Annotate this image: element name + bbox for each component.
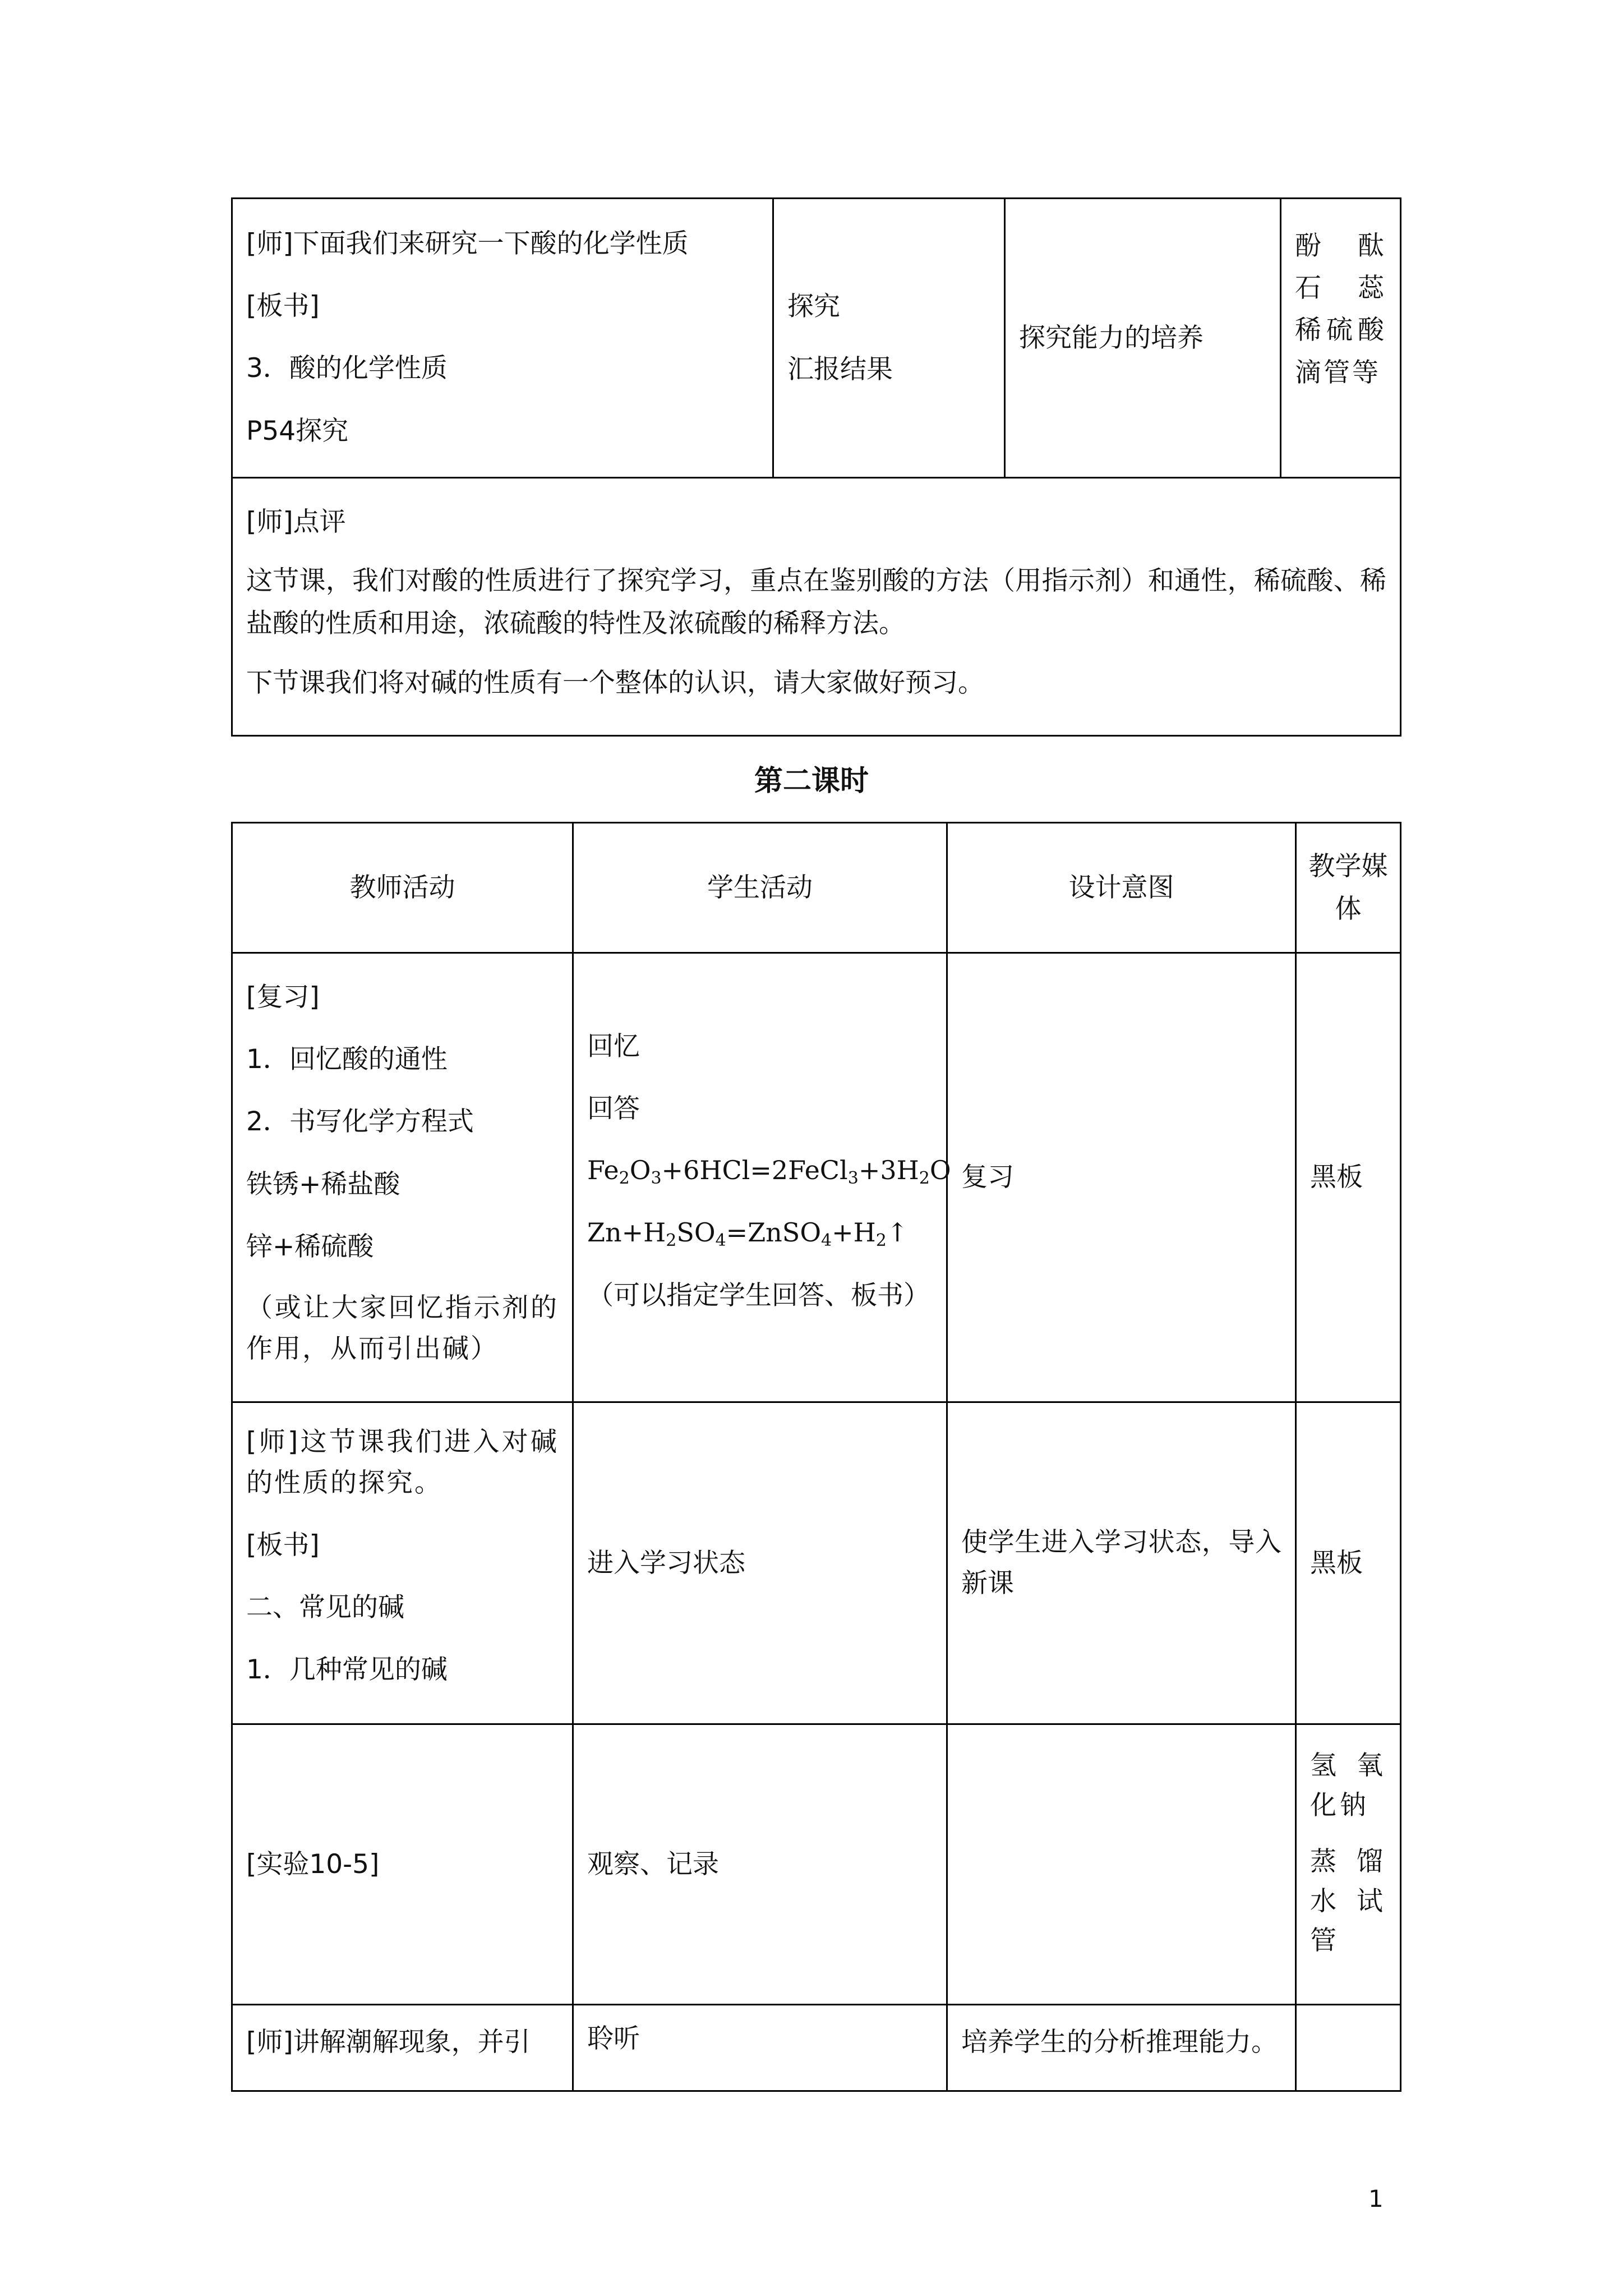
text-paragraph: 下节课我们将对碱的性质有一个整体的认识，请大家做好预习。 — [246, 668, 984, 699]
column-header: 设计意图 — [947, 823, 1296, 953]
text-line: 2．书写化学方程式 — [246, 1106, 474, 1138]
table-row — [232, 199, 1401, 478]
text-line: 二、常见的碱 — [246, 1591, 404, 1623]
text-line: 锌+稀硫酸 — [246, 1231, 374, 1262]
text-line: [师]下面我们来研究一下酸的化学性质 — [246, 228, 689, 259]
lesson-table-1 — [231, 197, 1401, 737]
formula-part: O — [629, 1155, 651, 1186]
gas-arrow-symbol: ↑ — [886, 1217, 909, 1248]
text-line: 探究能力的培养 — [1019, 322, 1204, 353]
formula-part: +3H — [858, 1155, 919, 1186]
student-activity-cell — [573, 1724, 947, 2005]
text-paragraph: 氢 氧化钠 — [1310, 1750, 1386, 1821]
text-line: 回答 — [587, 1093, 640, 1125]
student-activity-cell — [573, 2005, 947, 2091]
text-line: 进入学习状态 — [587, 1547, 745, 1579]
formula-subscript: 2 — [919, 1168, 930, 1189]
student-activity-cell — [573, 953, 951, 1402]
text-paragraph: （或让大家回忆指示剂的作用，从而引出碱） — [246, 1292, 559, 1364]
text-line: 黑板 — [1310, 1547, 1363, 1579]
student-activity-cell — [773, 199, 1005, 478]
text-line: 3．酸的化学性质 — [246, 353, 448, 384]
text-paragraph: [师]这节课我们进入对碱的性质的探究。 — [246, 1427, 559, 1498]
formula-subscript: 4 — [821, 1231, 832, 1251]
formula-subscript: 2 — [666, 1231, 677, 1251]
formula-subscript: 3 — [847, 1168, 859, 1189]
text-line: 酚酞 石蕊 稀硫酸 滴管等 — [1295, 231, 1386, 388]
media-cell — [1296, 2005, 1401, 2091]
design-intent-cell — [947, 2005, 1296, 2091]
teacher-activity-cell — [232, 2005, 573, 2091]
text-line: [板书] — [246, 1529, 320, 1561]
formula-subscript: 4 — [715, 1231, 726, 1251]
text-paragraph: 使学生进入学习状态，导入新课 — [961, 1526, 1281, 1599]
text-line: 探究 — [787, 291, 840, 323]
text-paragraph: 蒸 馏水 试管 — [1310, 1846, 1386, 1956]
text-line: [板书] — [246, 291, 320, 322]
text-line: 1．回忆酸的通性 — [246, 1044, 448, 1075]
formula-part: +6HCl=2FeCl — [661, 1155, 848, 1186]
text-line: [师]点评 — [246, 507, 346, 537]
text-line: （可以指定学生回答、板书） — [587, 1280, 930, 1312]
media-cell — [1296, 1724, 1401, 2005]
text-line: 培养学生的分析推理能力。 — [961, 2027, 1278, 2058]
text-line: 铁锈+稀盐酸 — [246, 1168, 400, 1200]
text-line: 观察、记录 — [587, 1848, 719, 1880]
lesson-table-2 — [231, 822, 1401, 2092]
text-line: 聆听 — [587, 2023, 640, 2054]
table-row — [232, 1402, 1401, 1724]
media-cell — [1296, 953, 1401, 1402]
text-paragraph: 这节课，我们对酸的性质进行了探究学习，重点在鉴别酸的方法（用指示剂）和通性，稀硫酸、稀盐酸的性质和用途，浓硫酸的特性及浓硫酸的稀释方法。 — [246, 565, 1386, 639]
formula-part: =ZnSO — [726, 1217, 822, 1248]
design-intent-cell — [947, 1724, 1296, 2005]
design-intent-cell — [947, 1402, 1296, 1724]
text-line: [复习] — [246, 982, 320, 1013]
formula-part: Fe — [587, 1155, 619, 1186]
formula-subscript: 2 — [875, 1231, 887, 1251]
formula-subscript: 2 — [619, 1168, 630, 1189]
table-row — [232, 953, 1401, 1402]
formula-subscript: 3 — [651, 1168, 662, 1189]
chemical-equation — [587, 1212, 933, 1254]
section-title: 第二课时 — [754, 765, 869, 798]
formula-part: O — [929, 1155, 951, 1186]
design-intent-cell — [947, 953, 1296, 1402]
text-line: 黑板 — [1310, 1162, 1363, 1193]
column-header: 教师活动 — [232, 823, 573, 953]
text-line: 1．几种常见的碱 — [246, 1654, 448, 1686]
text-line: 汇报结果 — [787, 353, 893, 385]
chemical-equation — [587, 1150, 951, 1192]
text-line: 回忆 — [587, 1031, 640, 1062]
teacher-activity-cell — [232, 953, 573, 1402]
formula-part: +H — [832, 1217, 876, 1248]
media-cell — [1296, 1402, 1401, 1724]
student-activity-cell — [573, 1402, 947, 1724]
design-intent-cell — [1005, 199, 1281, 478]
formula-part: SO — [676, 1217, 716, 1248]
text-line: 复习 — [961, 1162, 1014, 1193]
summary-cell — [232, 478, 1401, 736]
text-line: [师]讲解潮解现象，并引 — [246, 2027, 531, 2058]
table-row — [232, 478, 1401, 736]
formula-part: Zn+H — [587, 1217, 666, 1248]
table-header-row — [232, 823, 1401, 953]
teacher-activity-cell — [232, 1402, 573, 1724]
column-header: 教学媒体 — [1296, 823, 1401, 953]
teacher-activity-cell — [232, 1724, 573, 2005]
text-line: [实验10-5] — [246, 1848, 380, 1880]
table-row — [232, 2005, 1401, 2091]
media-cell — [1281, 199, 1401, 478]
table-row — [232, 1724, 1401, 2005]
column-header: 学生活动 — [573, 823, 947, 953]
page-number: 1 — [1368, 2185, 1384, 2212]
text-line: P54探究 — [246, 415, 349, 447]
teacher-activity-cell — [232, 199, 773, 478]
